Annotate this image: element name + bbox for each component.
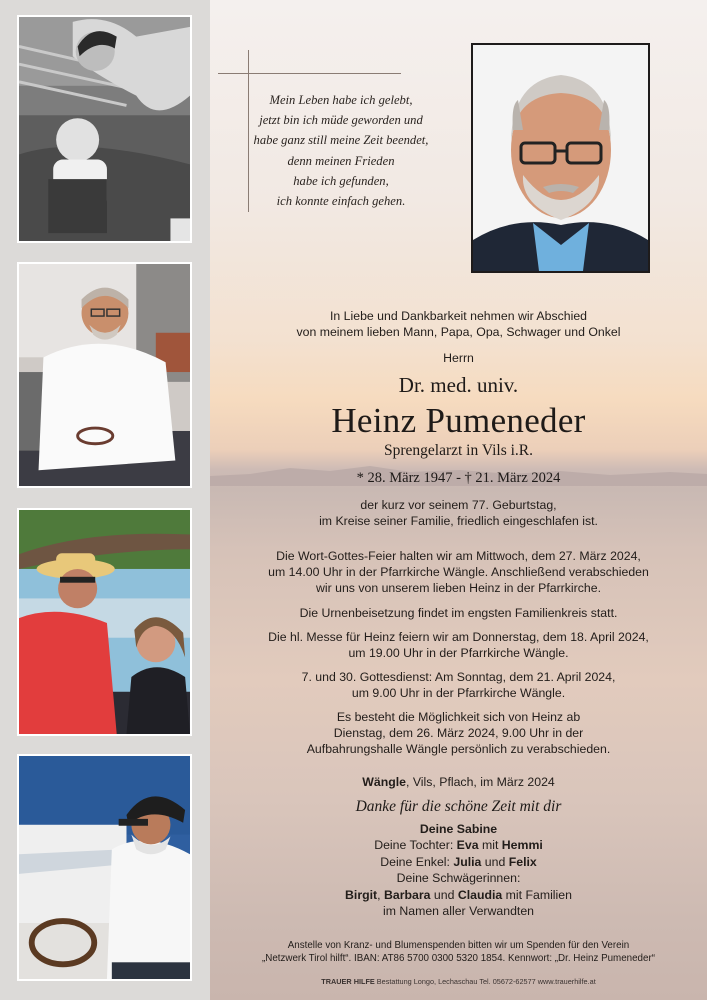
family-wife: Deine Sabine xyxy=(419,822,498,836)
deceased-title: Dr. med. univ. xyxy=(398,373,519,397)
viewing-info xyxy=(210,709,707,757)
family-grandchild: Felix xyxy=(508,854,537,869)
service-line: um 9.00 Uhr in der Pfarrkirche Wängle. xyxy=(351,686,566,700)
funeral-line: wir uns von unserem lieben Heinz in der Pfarrkirche. xyxy=(315,581,601,595)
family-daughter-mid: mit xyxy=(478,838,502,853)
urn-info: Die Urnenbeisetzung findet im engsten Familienkreis statt. xyxy=(299,606,618,620)
mass-line: um 19.00 Uhr in der Pfarrkirche Wängle. xyxy=(348,646,569,660)
undertaker-footer xyxy=(210,977,707,987)
passing-line: der kurz vor seinem 77. Geburtstag, xyxy=(360,498,557,512)
funeral-line: um 14.00 Uhr in der Pfarrkirche Wängle. Anschließend verabschieden xyxy=(268,565,649,579)
donation-note xyxy=(210,939,707,965)
family-grandchild: Julia xyxy=(453,854,482,869)
poem-line: ich konnte einfach gehen. xyxy=(276,194,406,209)
cross-horizontal xyxy=(218,73,401,74)
viewing-line: Aufbahrungshalle Wängle persönlich zu verabschieden. xyxy=(306,742,611,756)
poem-line: jetzt bin ich müde geworden und xyxy=(259,113,423,128)
poem-line: habe ich gefunden, xyxy=(293,173,389,188)
funeral-line: Die Wort-Gottes-Feier halten wir am Mittwoch, dem 27. März 2024, xyxy=(276,549,641,563)
donation-line: „Netzwerk Tirol hilft“. IBAN: AT86 5700 0300 5320 1854. Kennwort: „Dr. Heinz Pumeneder“ xyxy=(262,953,655,964)
thanks-line: Danke für die schöne Zeit mit dir xyxy=(355,798,562,815)
life-dates: * 28. März 1947 - † 21. März 2024 xyxy=(356,470,561,486)
donation-line: Anstelle von Kranz- und Blumenspenden bitten wir um Spenden für den Verein xyxy=(287,940,630,951)
poem-line: denn meinen Frieden xyxy=(287,153,395,168)
undertaker-brand: TRAUER HILFE xyxy=(321,977,375,986)
deceased-role: Sprengelarzt in Vils i.R. xyxy=(383,442,534,459)
salutation: Herrn xyxy=(443,351,474,365)
family-grand-label: Deine Enkel: xyxy=(380,854,454,869)
undertaker-details: Bestattung Longo, Lechaschau Tel. 05672-62577 www.trauerhilfe.at xyxy=(374,977,596,986)
funeral-info xyxy=(210,548,707,596)
family-signatures xyxy=(210,821,707,919)
intro-text xyxy=(210,308,707,340)
poem xyxy=(236,90,446,211)
viewing-line: Es besteht die Möglichkeit sich von Heinz ab xyxy=(336,710,581,724)
portrait-photo-white-shirt xyxy=(17,262,192,488)
family-grand-mid: und xyxy=(481,854,509,869)
service-line: 7. und 30. Gottesdienst: Am Sonntag, dem 21. April 2024, xyxy=(301,670,616,684)
poem-line: habe ganz still meine Zeit beendet, xyxy=(253,133,429,148)
family-sep: und xyxy=(430,887,458,902)
passing-text xyxy=(210,497,707,529)
couple-photo xyxy=(17,508,192,736)
deceased-portrait xyxy=(471,43,650,273)
intro-line: von meinem lieben Mann, Papa, Opa, Schwager und Onkel xyxy=(296,325,621,339)
family-sep: , xyxy=(377,887,384,902)
family-inlaws-rest: mit Familien xyxy=(502,887,572,902)
family-inlaw: Barbara xyxy=(383,887,431,902)
family-inlaws-label: Deine Schwägerinnen: xyxy=(396,871,521,886)
boat-photo xyxy=(17,754,192,981)
mass-info xyxy=(210,629,707,661)
place-rest: , Vils, Pflach, im März 2024 xyxy=(405,775,555,789)
deceased-name: Heinz Pumeneder xyxy=(331,401,586,440)
mass-line: Die hl. Messe für Heinz feiern wir am Donnerstag, dem 18. April 2024, xyxy=(268,630,649,644)
family-daughter-partner: Hemmi xyxy=(501,838,543,853)
service-info xyxy=(210,669,707,701)
family-relatives: im Namen aller Verwandten xyxy=(382,904,535,919)
place-date xyxy=(210,774,707,790)
intro-line: In Liebe und Dankbarkeit nehmen wir Abschied xyxy=(329,309,588,323)
poem-line: Mein Leben habe ich gelebt, xyxy=(269,93,413,107)
family-daughter: Eva xyxy=(456,838,479,853)
family-inlaw: Birgit xyxy=(345,887,378,902)
place-bold: Wängle xyxy=(362,775,406,789)
vintage-photo xyxy=(17,15,192,243)
family-inlaw: Claudia xyxy=(457,887,503,902)
passing-line: im Kreise seiner Familie, friedlich eingeschlafen ist. xyxy=(319,514,598,528)
family-daughter-label: Deine Tochter: xyxy=(374,838,457,853)
viewing-line: Dienstag, dem 26. März 2024, 9.00 Uhr in der xyxy=(333,726,584,740)
